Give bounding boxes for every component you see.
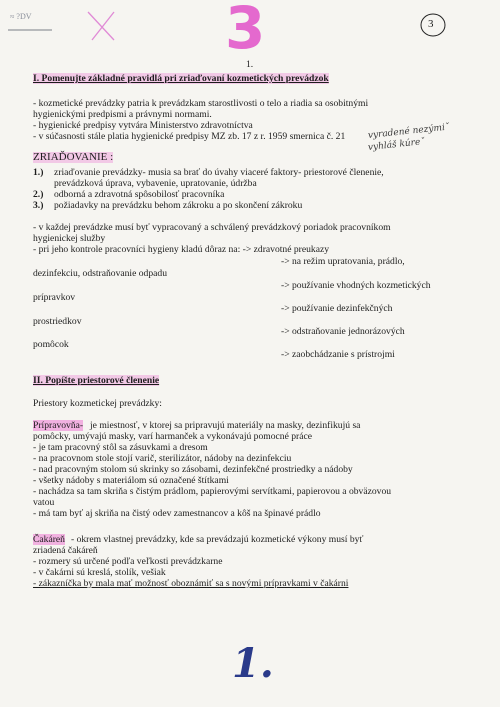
- zriadovanie-item-num: 2.): [33, 189, 44, 200]
- cakaren-line: zriadená čakáreň: [33, 545, 98, 556]
- zriadovanie-item-text: zriaďovanie prevádzky- musia sa brať do úvahy viaceré faktory- priestorové členenie,: [54, 167, 384, 178]
- section1-line: hygienickými predpismi a právnymi normami.: [33, 109, 212, 120]
- rules-left-item: prostriedkov: [33, 316, 82, 327]
- section1-line: - hygienické predpisy vytvára Ministerstvo zdravotníctva: [33, 120, 253, 131]
- zriadovanie-item-text: požiadavky na prevádzku behom zákroku a po skončení zákroku: [54, 200, 303, 211]
- zriadovanie-item-text: odborná a zdravotná spôsobilosť pracovníka: [54, 189, 225, 200]
- pripravovna-label: Prípravovňa-: [33, 420, 84, 431]
- circled-page-number: 3: [428, 18, 434, 30]
- section2-intro: Priestory kozmetickej prevádzky:: [33, 398, 162, 409]
- rules-left-item: pomôcok: [33, 339, 69, 350]
- bottom-mark: 1.: [232, 640, 274, 687]
- rules-right-item: -> používanie vhodných kozmetických: [281, 280, 431, 291]
- rules-right-item: -> používanie dezinfekčných: [281, 303, 393, 314]
- pripravovna-line: - má tam byť aj skriňa na čistý odev zamestnancov a kôš na špinavé prádlo: [33, 508, 321, 519]
- zriadovanie-item-num: 3.): [33, 200, 44, 211]
- handwritten-note: vyradené nezýmiˇ: [367, 122, 450, 141]
- cakaren-line: - zákazníčka by mala mať možnosť oboznámiť sa s novými prípravkami v čakárni: [33, 578, 349, 589]
- rules-right-item: -> na režim upratovania, prádlo,: [281, 256, 405, 267]
- zriadovanie-item-num: 1.): [33, 167, 44, 178]
- section1-line: - v súčasnosti stále platia hygienické predpisy MZ zb. 17 z r. 1959 smernica č. 21: [33, 131, 346, 142]
- pripravovna-line: - všetky nádoby s materiálom sú označené štítkami: [33, 475, 229, 486]
- pripravovna-line: je miestnosť, v ktorej sa pripravujú materiály na masky, dezinfikujú sa: [90, 420, 361, 431]
- rules-left-item: dezinfekciu, odstraňovanie odpadu: [33, 268, 167, 279]
- pripravovna-line: pomôcky, umývajú masky, varí harmanček a vykonávajú pomocné práce: [33, 431, 313, 442]
- zriadovanie-item-text: prevádzková úprava, vybavenie, upratovanie, údržba: [54, 178, 257, 189]
- rules-line: - pri jeho kontrole pracovníci hygieny kladú dôraz na: -> zdravotné preukazy: [33, 244, 330, 255]
- page-number-top: 1.: [246, 59, 254, 70]
- rules-right-item: -> odstraňovanie jednorázových: [281, 326, 405, 337]
- section2-title: II. Popíšte priestorové členenie: [33, 375, 160, 386]
- cakaren-line: - okrem vlastnej prevádzky, kde sa prevádzajú kozmetické výkony musí byť: [71, 534, 364, 545]
- handwritten-note: vyhláš kúreˇ: [367, 137, 426, 153]
- pripravovna-line: - nachádza sa tam skriňa s čistým prádlom, papierovými servítkami, papierovou a obväzovou: [33, 486, 392, 497]
- pripravovna-line: vatou: [33, 497, 55, 508]
- scribble-code: ≈ ?DV: [10, 12, 32, 21]
- cakaren-line: - v čakárni sú kreslá, stolík, vešiak: [33, 567, 166, 578]
- section1-title: I. Pomenujte základné pravidlá pri zriaďovaní kozmetických prevádzok: [33, 73, 329, 84]
- cakaren-label: Čakáreň: [33, 534, 65, 545]
- cakaren-line: - rozmery sú určené podľa veľkosti prevádzkarne: [33, 556, 223, 567]
- rules-left-item: prípravkov: [33, 292, 76, 303]
- zriadovanie-heading: ZRIAĎOVANIE :: [33, 151, 114, 163]
- pripravovna-line: - nad pracovným stolom sú skrinky so zásobami, dezinfekčné prostriedky a nádoby: [33, 464, 353, 475]
- pripravovna-line: - je tam pracovný stôl sa zásuvkami a dresom: [33, 442, 208, 453]
- pripravovna-line: - na pracovnom stole stojí varič, sterilizátor, nádoby na dezinfekciu: [33, 453, 292, 464]
- rules-line: - v každej prevádzke musí byť vypracovaný a schválený prevádzkový poriadok pracovníkom: [33, 222, 391, 233]
- magenta-number: 3: [225, 0, 266, 62]
- rules-right-item: -> zaobchádzanie s prístrojmi: [281, 349, 395, 360]
- rules-line: hygienickej služby: [33, 233, 106, 244]
- section1-line: - kozmetické prevádzky patria k prevádzkam starostlivosti o telo a riadia sa osobitnými: [33, 98, 369, 109]
